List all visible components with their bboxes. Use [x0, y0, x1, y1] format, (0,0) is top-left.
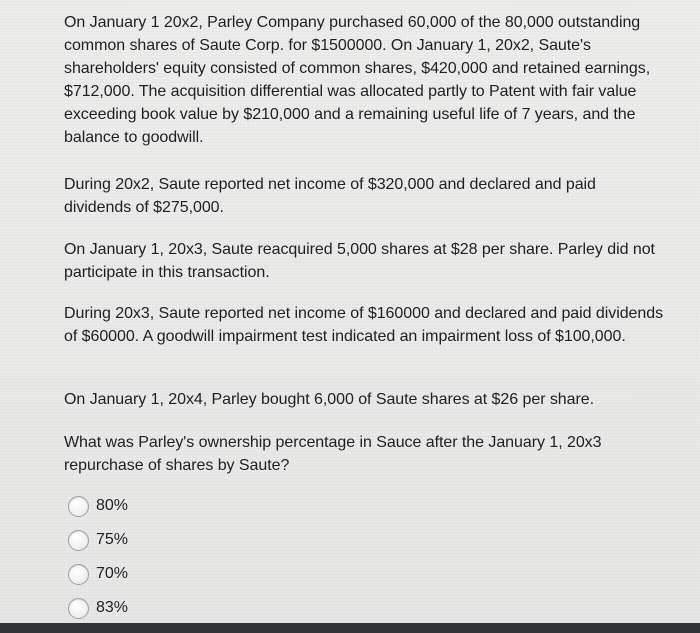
question-paragraph-1: On January 1 20x2, Parley Company purchased 60,000 of the 80,000 outstanding common shares of Saute Corp. for $1500000. On January 1, 20x2, Saute's shareholders' equity consisted of common shares, $420,000 and retained earnings, $712,000. The acquisition differential was allocated partly to Patent with fair value exceeding book value by $210,000 and a remaining useful life of 7 years, and the balance to goodwill.: [64, 14, 651, 146]
radio-button[interactable]: [68, 564, 89, 585]
question-prompt: What was Parley's ownership percentage in Sauce after the January 1, 20x3 repurchase of shares by Saute?: [64, 434, 602, 474]
option-70-percent[interactable]: [68, 557, 268, 591]
option-75-percent[interactable]: [68, 523, 268, 557]
option-80-percent[interactable]: [68, 489, 268, 523]
question-paragraph-4: During 20x3, Saute reported net income of $160000 and declared and paid dividends of $60000. A goodwill impairment test indicated an impairment loss of $100,000.: [64, 305, 664, 345]
question-paragraph-3: On January 1, 20x3, Saute reacquired 5,000 shares at $28 per share. Parley did not participate in this transaction.: [64, 241, 655, 281]
answer-options: [68, 489, 268, 625]
question-paragraph-2: During 20x2, Saute reported net income of $320,000 and declared and paid dividends of $275,000.: [64, 176, 596, 216]
option-label: 83%: [96, 599, 129, 616]
bottom-bar: [0, 623, 700, 633]
radio-button[interactable]: [68, 496, 89, 517]
option-label: 75%: [96, 531, 129, 548]
option-label: 70%: [96, 565, 129, 582]
question-paragraph-5: On January 1, 20x4, Parley bought 6,000 of Saute shares at $26 per share.: [64, 391, 595, 408]
radio-button[interactable]: [68, 598, 89, 619]
option-83-percent[interactable]: [68, 591, 268, 625]
option-label: 80%: [96, 497, 129, 514]
radio-button[interactable]: [68, 530, 89, 551]
